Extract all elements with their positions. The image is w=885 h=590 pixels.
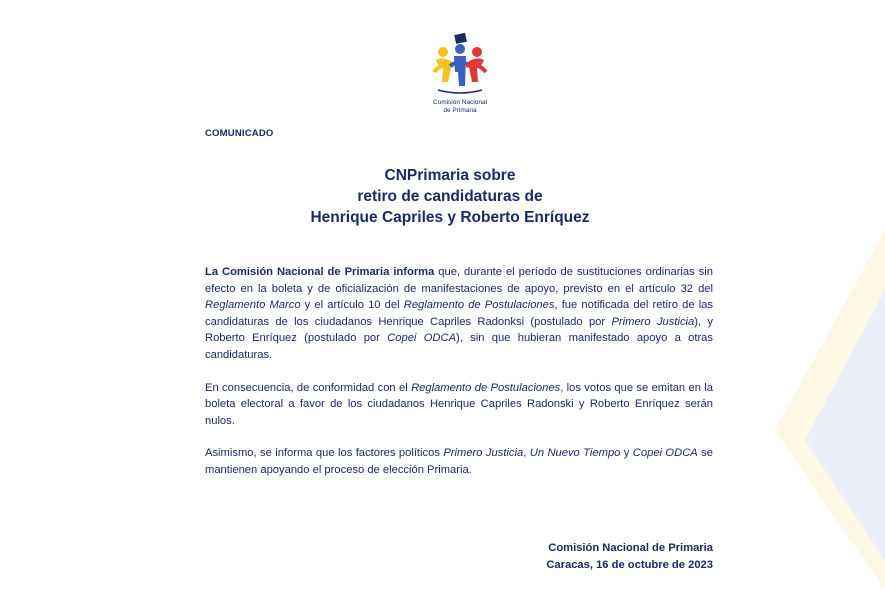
cnp-logo <box>424 32 496 120</box>
p1-lead: La Comisión Nacional de Primaria informa <box>205 266 435 278</box>
p3-italic-2: Un Nuevo Tiempo <box>529 447 621 460</box>
title-line-3: Henrique Capriles y Roberto Enríquez <box>310 209 590 226</box>
p1-text-4: ), y Roberto Enríquez (postulado por <box>205 315 714 345</box>
p2-italic-1: Reglamento de Postulaciones <box>411 381 561 394</box>
p1-italic-1: Reglamento Marco <box>205 299 301 312</box>
p3-text-1: Asimismo, se informa que los factores políticos <box>205 447 444 460</box>
paragraph-1 <box>205 264 713 364</box>
comunicado-label: COMUNICADO <box>205 128 274 139</box>
watermark-graphic <box>715 230 885 590</box>
document-body <box>205 264 713 495</box>
p2-text-2: , los votos que se emitan en la boleta electoral a favor de los ciudadanos Henrique Capriles Radonski y Roberto Enríquez serán nulos. <box>205 381 713 427</box>
signature-org: Comisión Nacional de Primaria <box>548 542 713 554</box>
paragraph-3 <box>205 445 713 478</box>
p3-text-4: se mantienen apoyando el proceso de elección Primaria. <box>205 447 713 476</box>
signature-place-date: Caracas, 16 de octubre de 2023 <box>546 559 713 571</box>
p1-italic-3: Primero Justicia <box>611 315 695 328</box>
p3-italic-3: Copei ODCA <box>632 447 698 460</box>
logo-text <box>424 99 496 115</box>
p1-text-1: que, durante el período de sustituciones ordinarias sin efecto en la boleta y de oficialización de manifestaciones de apoyo, previsto en el artículo 32 del <box>205 266 713 295</box>
p1-text-5: ), sin que hubieran manifestado apoyo a otras candidaturas. <box>205 332 713 361</box>
logo-line-1: Comisión Nacional <box>432 99 488 106</box>
p3-text-3: y <box>620 447 633 460</box>
title-line-1: CNPrimaria sobre <box>384 167 516 184</box>
p1-text-3: , fue notificada del retiro de las candidaturas de los ciudadanos Henrique Capriles Radonksi (postulado por <box>205 299 713 328</box>
p1-text-2: y el artículo 10 del <box>300 299 404 312</box>
p3-text-2: , <box>523 447 530 460</box>
paragraph-2 <box>205 380 713 430</box>
logo-figures-icon <box>432 32 488 98</box>
p1-italic-4: Copei ODCA <box>387 332 457 345</box>
p3-italic-1: Primero Justicia <box>443 447 524 460</box>
p1-italic-2: Reglamento de Postulaciones <box>403 299 555 312</box>
document-title <box>200 165 700 228</box>
logo-line-2: de Primaria <box>443 107 477 114</box>
signature-block <box>400 540 713 574</box>
title-line-2: retiro de candidaturas de <box>357 188 543 205</box>
p2-text-1: En consecuencia, de conformidad con el <box>205 381 412 394</box>
